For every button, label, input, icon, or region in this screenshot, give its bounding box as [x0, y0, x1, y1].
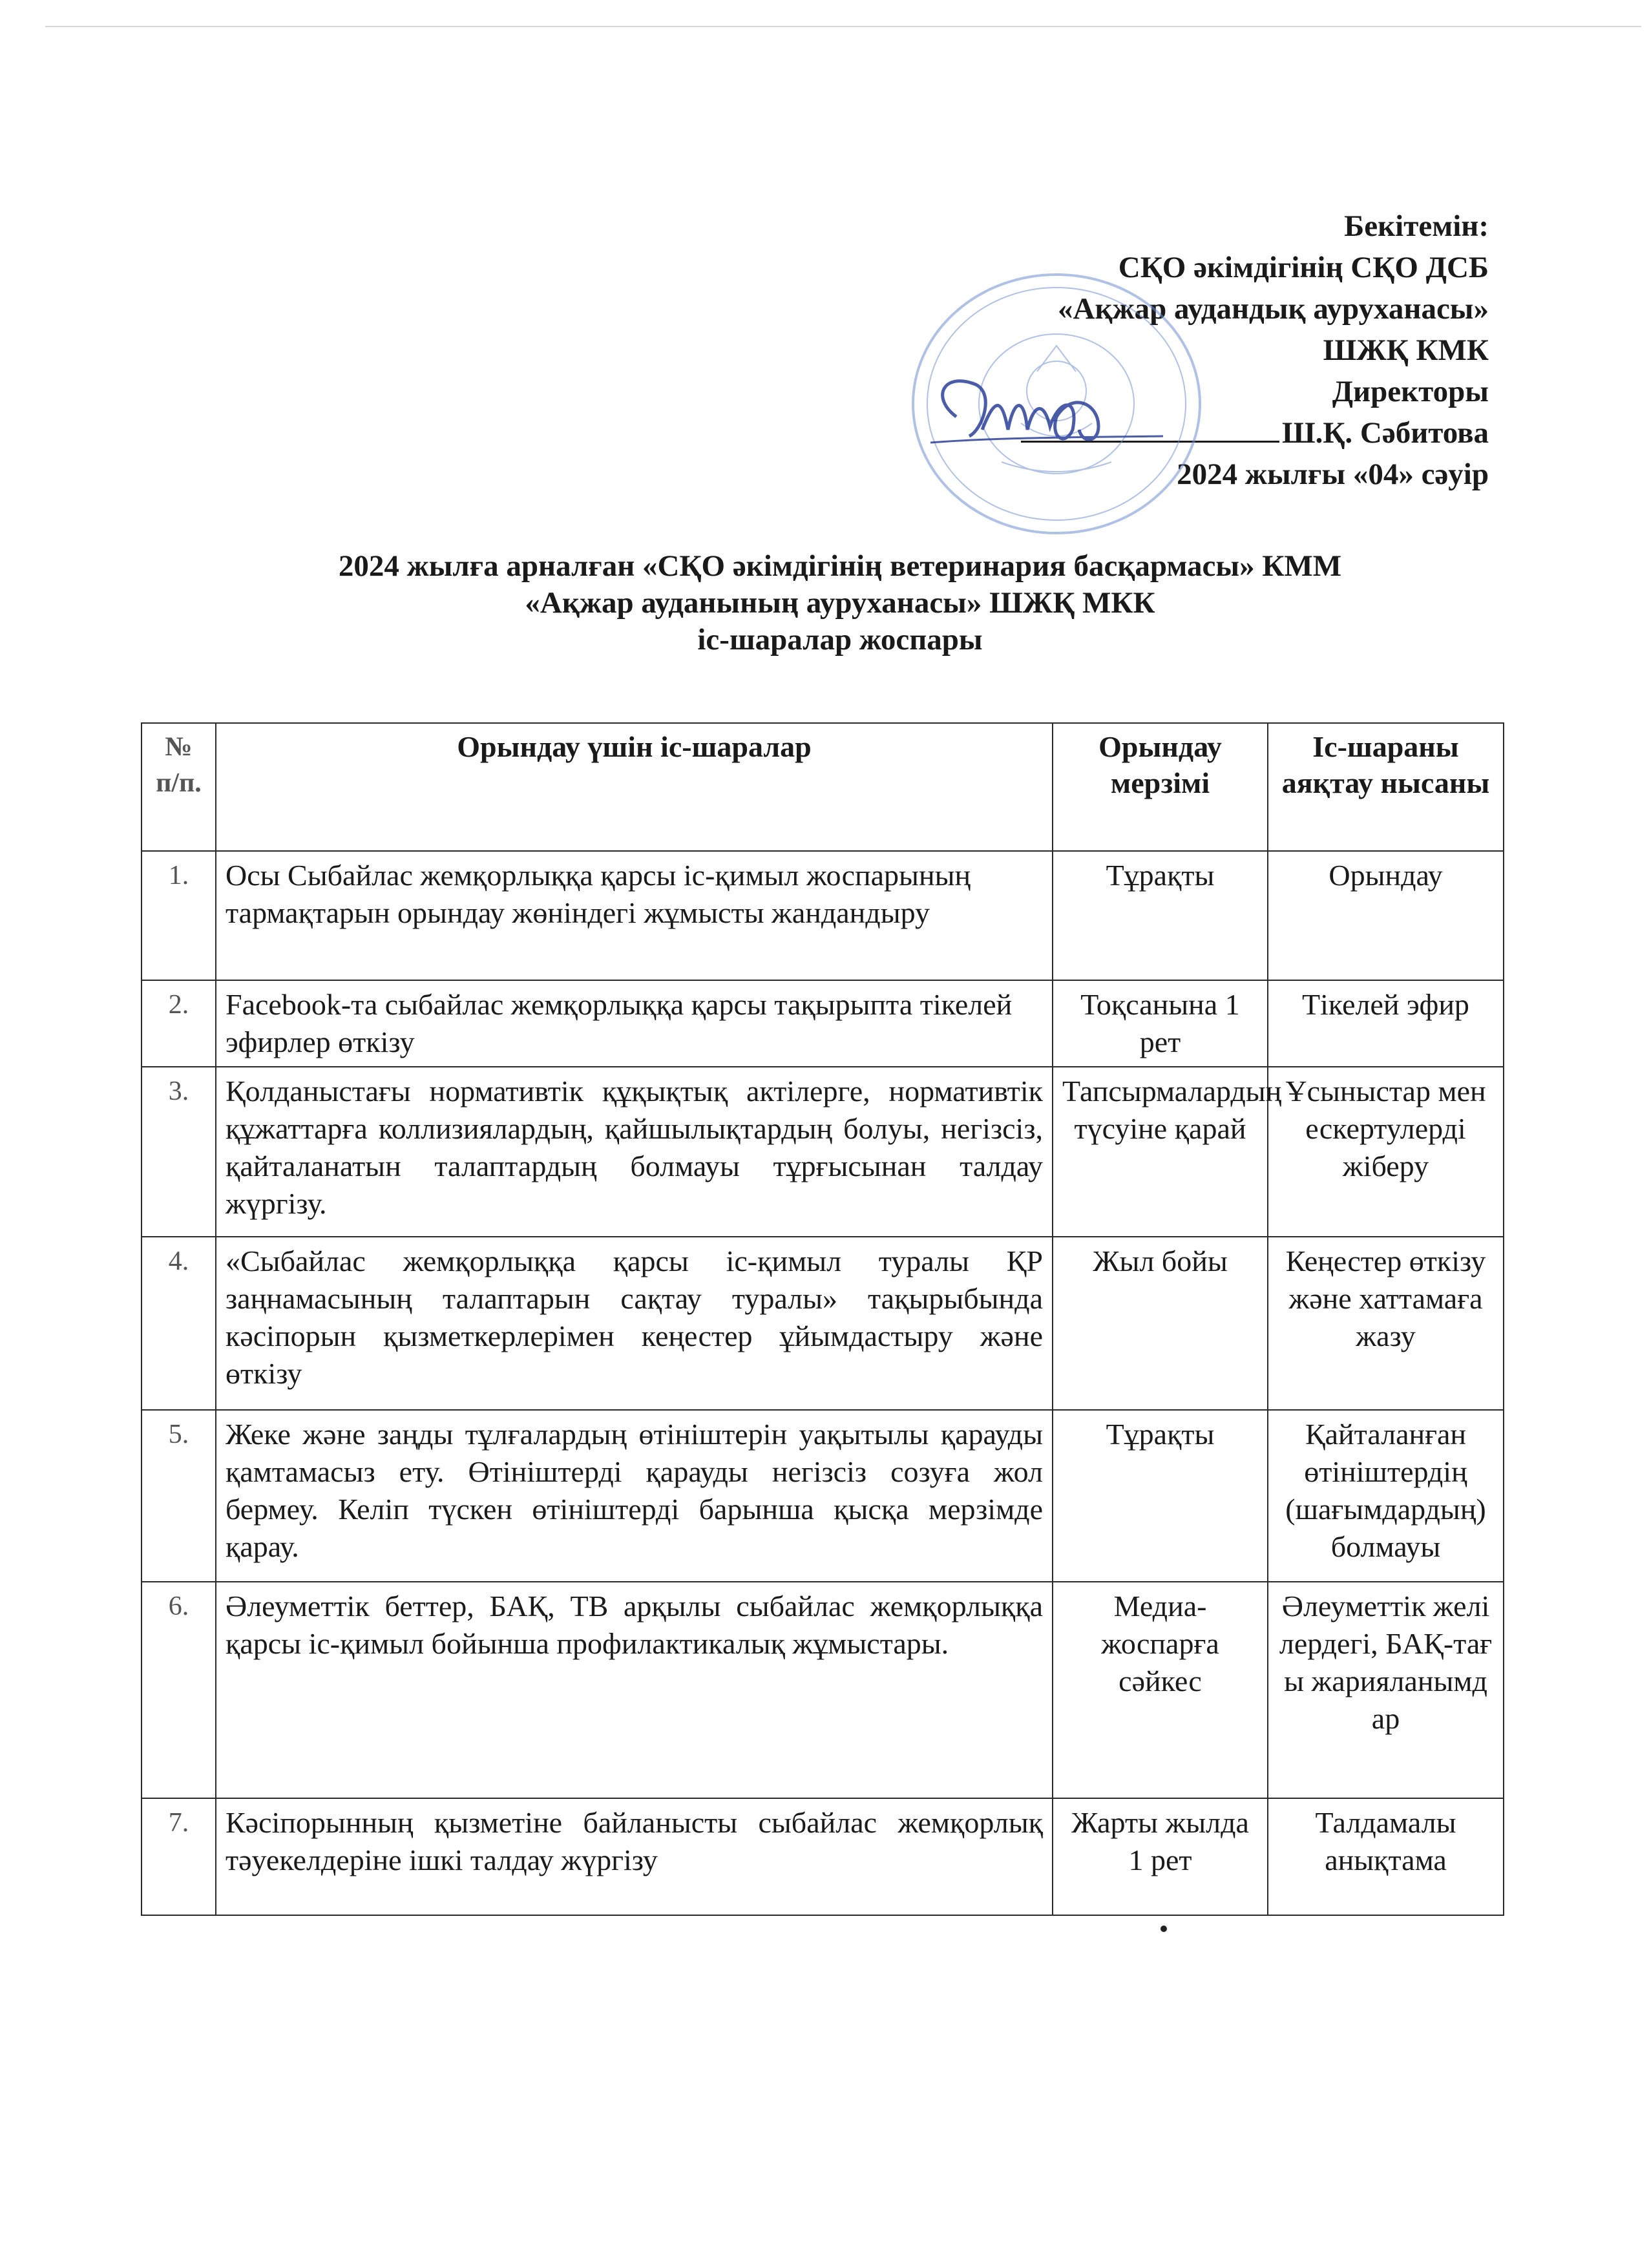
row-form: Ұсыныстар мен ескертулерді жіберу [1268, 1067, 1504, 1237]
row-form: Тікелей эфир [1268, 980, 1504, 1067]
row-activity: «Сыбайлас жемқорлыққа қарсы іс-қимыл туралы ҚР заңнамасының талаптарын сақтау туралы» тақырыбында кәсіпорын қызметкерлерімен кеңестер ұйымдастыру және өткізу [216, 1237, 1053, 1410]
table-row [142, 980, 1504, 1067]
approval-date: 2024 жылғы «04» сәуір [1177, 457, 1489, 491]
approval-block [713, 205, 1489, 495]
row-term: Тоқсанына 1 рет [1053, 980, 1268, 1067]
approval-line-2: СҚО әкімдігінің СҚО ДСБ [1118, 251, 1489, 284]
row-activity: Кәсіпорынның қызметіне байланысты сыбайлас жемқорлық тәуекелдеріне ішкі талдау жүргізу [216, 1798, 1053, 1915]
row-term: Тапсырмалардың түсуіне қарай [1053, 1067, 1268, 1237]
row-form: Талдамалы анықтама [1268, 1798, 1504, 1915]
row-term: Тұрақты [1053, 1410, 1268, 1582]
approval-line-3: «Ақжар аудандық ауруханасы» [1058, 292, 1489, 326]
top-divider [45, 26, 1641, 27]
row-number: 5. [142, 1410, 216, 1582]
table-row [142, 1237, 1504, 1410]
signature-line [713, 412, 1489, 454]
header-term: Орындау мерзімі [1053, 723, 1268, 851]
row-term: Тұрақты [1053, 851, 1268, 980]
row-number: 6. [142, 1582, 216, 1798]
row-term: Жарты жылда 1 рет [1053, 1798, 1268, 1915]
header-form: Іс-шараны аяқтау нысаны [1268, 723, 1504, 851]
table-header-row [142, 723, 1504, 851]
row-term: Жыл бойы [1053, 1237, 1268, 1410]
header-number: № п/п. [142, 723, 216, 851]
ink-dot [1161, 1926, 1167, 1932]
approval-line-5: Директоры [1332, 375, 1489, 408]
row-number: 4. [142, 1237, 216, 1410]
row-activity: Facebook-та сыбайлас жемқорлыққа қарсы тақырыпта тікелей эфирлер өткізу [216, 980, 1053, 1067]
title-line-3: іс-шаралар жоспары [697, 623, 983, 656]
row-form: Әлеуметтік желілердегі, БАҚ-тағы жарияланымдар [1268, 1582, 1504, 1798]
table-row [142, 851, 1504, 980]
row-activity: Осы Сыбайлас жемқорлыққа қарсы іс-қимыл жоспарының тармақтарын орындау жөніндегі жұмысты жандандыру [216, 851, 1053, 980]
table-row [142, 1582, 1504, 1798]
row-form: Орындау [1268, 851, 1504, 980]
approval-line-1: Бекітемін: [1344, 209, 1489, 243]
row-activity: Қолданыстағы нормативтік құқықтық актілерге, нормативтік құжаттарға коллизиялардың, қайшылықтардың болуы, негізсіз, қайталанатын талаптардың болмауы тұрғысынан талдау жүргізу. [216, 1067, 1053, 1237]
table-row [142, 1067, 1504, 1237]
title-line-2: «Ақжар ауданының ауруханасы» ШЖҚ МКК [525, 586, 1155, 620]
signature-underline [1021, 415, 1279, 443]
table-row [142, 1798, 1504, 1915]
table-row [142, 1410, 1504, 1582]
row-term: Медиа-жоспарға сәйкес [1053, 1582, 1268, 1798]
row-number: 7. [142, 1798, 216, 1915]
row-activity: Әлеуметтік беттер, БАҚ, ТВ арқылы сыбайлас жемқорлыққа қарсы іс-қимыл бойынша профилактикалық жұмыстары. [216, 1582, 1053, 1798]
row-form: Қайталанған өтініштердің (шағымдардың) болмауы [1268, 1410, 1504, 1582]
row-number: 3. [142, 1067, 216, 1237]
row-form: Кеңестер өткізу және хаттамаға жазу [1268, 1237, 1504, 1410]
approval-line-4: ШЖҚ КМК [1323, 333, 1489, 367]
row-number: 2. [142, 980, 216, 1067]
row-number: 1. [142, 851, 216, 980]
signer-name: Ш.Қ. Сәбитова [1281, 416, 1489, 450]
header-activity: Орындау үшін іс-шаралар [216, 723, 1053, 851]
document-title [162, 548, 1518, 658]
action-plan-table [141, 722, 1504, 1916]
title-line-1: 2024 жылға арналған «СҚО әкімдігінің ветеринария басқармасы» КММ [338, 549, 1342, 583]
row-activity: Жеке және заңды тұлғалардың өтініштерін уақытылы қарауды қамтамасыз ету. Өтініштерді қарауды негізсіз созуға жол бермеу. Келіп түскен өтініштерді барынша қысқа мерзімде қарау. [216, 1410, 1053, 1582]
